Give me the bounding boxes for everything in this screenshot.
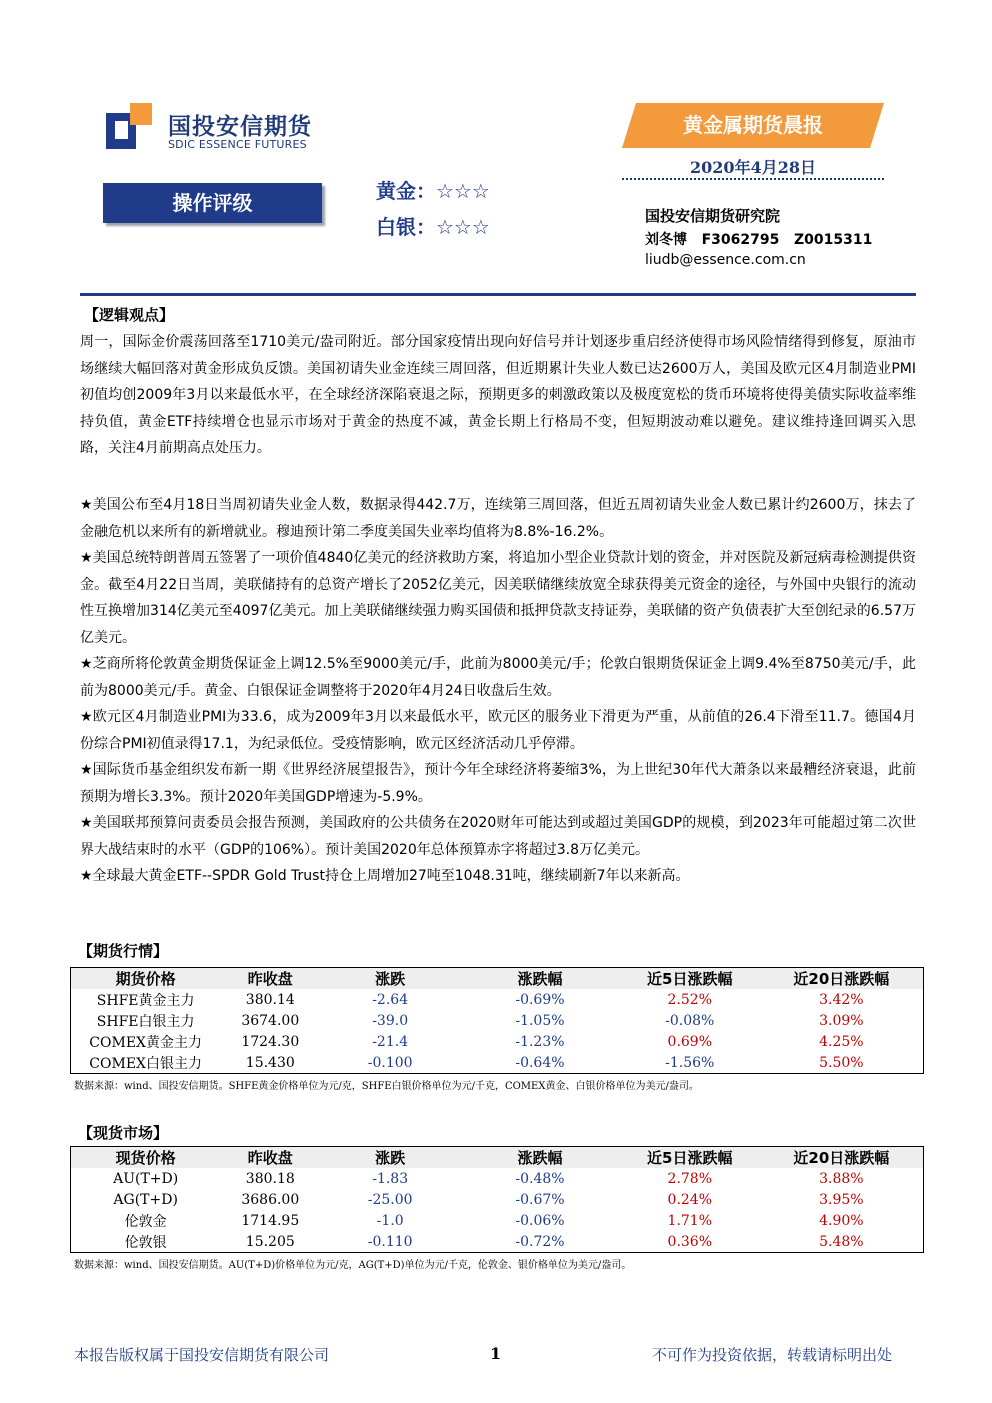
table-cell: 15.205 [245,1233,295,1250]
table-cell: -0.48% [515,1170,565,1187]
header-divider [80,293,916,296]
table-cell: 3674.00 [241,1012,300,1029]
copyright-notice: 本报告版权属于国投安信期货有限公司 [74,1346,330,1364]
table-row [71,1189,924,1210]
table-cell: 1.71% [667,1212,713,1229]
table-cell: SHFE白银主力 [96,1013,195,1030]
table-cell: 0.36% [667,1233,713,1250]
news-bullet: ★欧元区4月制造业PMI为33.6，成为2009年3月以来最低水平，欧元区的服务业下滑更为严重，从前值的26.4下滑至11.7。德国4月份综合PMI初值录得17.1，为纪录低位。受疫情影响，欧元区经济活动几乎停滞。 [80,709,916,752]
report-title: 黄金属期货晨报 [683,113,823,137]
table-cell: -1.05% [515,1012,565,1029]
page-number: 1 [490,1344,502,1363]
company-logo-mark [106,103,152,149]
table-cell: -0.100 [367,1054,413,1071]
table-cell: -0.08% [665,1012,715,1029]
column-header: 昨收盘 [220,1147,320,1169]
spot-source-note: 数据来源：wind、国投安信期货。AU(T+D)价格单位为元/克，AG(T+D)单位为元/千克，伦敦金、银价格单位为美元/盎司。 [74,1260,632,1271]
table-row [71,1231,924,1253]
table-cell: 5.50% [819,1054,864,1071]
table-cell: 1714.95 [241,1212,300,1229]
table-row [71,1168,924,1189]
table-row [71,1010,924,1031]
gold-rating [376,175,490,204]
table-cell: 4.90% [819,1212,864,1229]
table-cell: -25.00 [367,1191,413,1208]
column-header: 期货价格 [71,968,221,990]
column-header: 现货价格 [71,1147,221,1169]
futures-table [70,967,924,1074]
table-row [71,1052,924,1074]
gold-rating-stars: ☆☆☆ [436,179,490,203]
table-cell: 1724.30 [241,1033,300,1050]
table-cell: -0.06% [515,1212,565,1229]
table-cell: -1.56% [665,1054,715,1071]
table-row [71,1210,924,1231]
column-header: 近20日涨跌幅 [760,968,924,990]
spot-section-title: 【现货市场】 [78,1124,169,1142]
company-name-en: SDIC ESSENCE FUTURES [168,138,307,151]
table-cell: -1.0 [376,1212,404,1229]
table-cell: 3.88% [819,1170,864,1187]
table-cell: 3.95% [819,1191,864,1208]
table-cell: 3686.00 [241,1191,300,1208]
table-header-row [71,968,924,990]
table-cell: -1.23% [515,1033,565,1050]
table-cell: 380.18 [245,1170,295,1187]
table-cell: AU(T+D) [113,1170,179,1187]
gold-rating-label: 黄金： [376,179,436,203]
table-cell: 380.14 [245,991,295,1008]
table-cell: 15.430 [245,1054,295,1071]
table-cell: COMEX白银主力 [89,1055,203,1072]
table-cell: -2.64 [372,991,409,1008]
news-bullet: ★美国公布至4月18日当周初请失业金人数，数据录得442.7万，连续第三周回落，但近五周初请失业金人数已累计约2600万，抹去了金融危机以来所有的新增就业。穆迪预计第二季度美国失业率均值将为8.8%-16.2%。 [80,497,916,540]
futures-source-note: 数据来源：wind、国投安信期货。SHFE黄金价格单位为元/克，SHFE白银价格单位为元/千克，COMEX黄金、白银价格单位为美元/盎司。 [74,1081,699,1092]
table-cell: -0.69% [515,991,565,1008]
news-bullet: ★美国联邦预算问责委员会报告预测，美国政府的公共债务在2020财年可能达到或超过美国GDP的规模，到2023年可能超过第二次世界大战结束时的水平（GDP的106%）。预计美国2020年总体预算赤字将超过3.8万亿美元。 [80,815,916,858]
logic-section-title: 【逻辑观点】 [84,306,175,324]
table-cell: COMEX黄金主力 [89,1034,203,1051]
table-cell: 4.25% [819,1033,864,1050]
table-cell: 5.48% [819,1233,864,1250]
date-underline [622,178,884,180]
table-cell: AG(T+D) [113,1191,178,1208]
silver-rating-label: 白银： [376,215,436,239]
column-header: 昨收盘 [220,968,320,990]
column-header: 涨跌 [320,968,460,990]
table-cell: 0.24% [667,1191,713,1208]
table-cell: -0.67% [515,1191,565,1208]
news-bullet: ★国际货币基金组织发布新一期《世界经济展望报告》，预计今年全球经济将萎缩3%，为上世纪30年代大萧条以来最糟经济衰退，此前预期为增长3.3%。预计2020年美国GDP增速为-5.9%。 [80,762,916,805]
column-header: 涨跌幅 [460,1147,620,1169]
silver-rating-stars: ☆☆☆ [436,215,490,239]
table-cell: -1.83 [372,1170,409,1187]
column-header: 近5日涨跌幅 [620,968,760,990]
table-header-row [71,1147,924,1169]
column-header: 涨跌幅 [460,968,620,990]
table-cell: SHFE黄金主力 [96,992,195,1009]
logic-paragraph: 周一，国际金价震荡回落至1710美元/盎司附近。部分国家疫情出现向好信号并计划逐步重启经济使得市场风险情绪得到修复，原油市场继续大幅回落对黄金形成负反馈。美国初请失业金连续三周回落，但近期累计失业人数已达2600万人，美国及欧元区4月制造业PMI初值均创2009年3月以来最低水平，在全球经济深陷衰退之际，预期更多的刺激政策以及极度宽松的货币环境将使得美债实际收益率维持负值，黄金ETF持续增仓也显示市场对于黄金的热度不减，黄金长期上行格局不变，但短期波动难以避免。建议维持逢回调买入思路，关注4月前期高点处压力。 [80,334,916,456]
company-name-cn: 国投安信期货 [168,114,312,140]
spot-table [70,1146,924,1253]
table-cell: -21.4 [372,1033,409,1050]
table-cell: 3.09% [819,1012,864,1029]
table-cell: 2.52% [667,991,713,1008]
author-email: liudb@essence.com.cn [645,252,806,268]
table-cell: -0.110 [367,1233,413,1250]
news-bullet: ★美国总统特朗普周五签署了一项价值4840亿美元的经济救助方案，将追加小型企业贷款计划的资金，并对医院及新冠病毒检测提供资金。截至4月22日当周，美联储持有的总资产增长了2052亿美元，因美联储继续放宽全球获得美元资金的途径，与外国中央银行的流动性互换增加314亿美元至4097亿美元。加上美联储继续强力购买国债和抵押贷款支持证券，美联储的资产负债表扩大至创纪录的6.57万亿美元。 [80,550,916,646]
report-date: 2020年4月28日 [690,158,816,177]
news-bullet: ★全球最大黄金ETF--SPDR Gold Trust持仓上周增加27吨至1048.31吨，继续刷新7年以来新高。 [80,868,690,884]
table-cell: 3.42% [819,991,864,1008]
table-cell: -0.64% [515,1054,565,1071]
column-header: 近20日涨跌幅 [760,1147,924,1169]
table-cell: 2.78% [667,1170,713,1187]
news-bullet: ★芝商所将伦敦黄金期货保证金上调12.5%至9000美元/手，此前为8000美元/手；伦敦白银期货保证金上调9.4%至8750美元/手，此前为8000美元/手。黄金、白银保证金调整将于2020年4月24日收盘后生效。 [80,656,916,699]
column-header: 涨跌 [320,1147,460,1169]
futures-section-title: 【期货行情】 [78,942,169,960]
column-header: 近5日涨跌幅 [620,1147,760,1169]
table-cell: 伦敦金 [124,1213,167,1230]
table-cell: 0.69% [667,1033,713,1050]
silver-rating [376,211,490,240]
research-institute: 国投安信期货研究院 [645,207,781,225]
table-row [71,989,924,1010]
disclaimer: 不可作为投资依据，转载请标明出处 [652,1346,893,1364]
rating-label-box: 操作评级 [103,183,322,223]
author-line: 刘冬博 F3062795 Z0015311 [645,232,873,248]
table-cell: -39.0 [372,1012,409,1029]
table-cell: -0.72% [515,1233,565,1250]
table-row [71,1031,924,1052]
table-cell: 伦敦银 [124,1234,167,1251]
